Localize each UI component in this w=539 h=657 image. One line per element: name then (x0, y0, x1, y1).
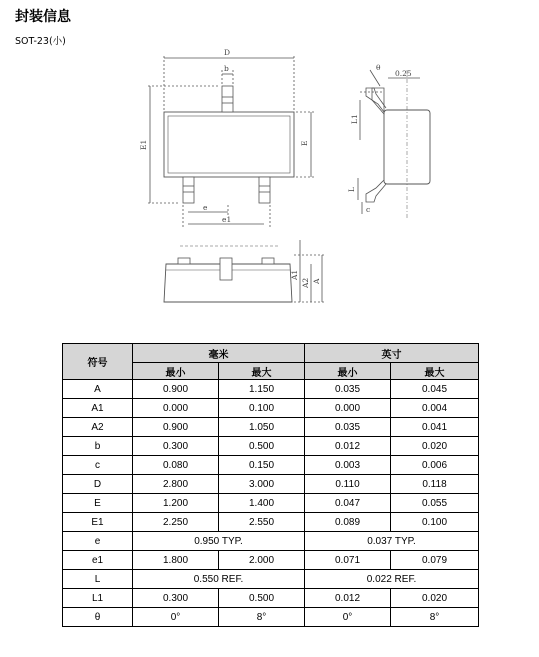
header-inch: 英寸 (305, 344, 479, 363)
cell-in-max: 0.045 (391, 380, 479, 399)
cell-mm-min: 0.900 (133, 418, 219, 437)
header-mm-max: 最大 (219, 363, 305, 380)
header-mm: 毫米 (133, 344, 305, 363)
cell-mm-max: 0.500 (219, 437, 305, 456)
top-view (148, 55, 314, 228)
table-row (63, 456, 479, 475)
table-row (63, 494, 479, 513)
label-theta: θ (376, 63, 381, 72)
cell-mm-max: 0.100 (219, 399, 305, 418)
cell-in-min: 0.110 (305, 475, 391, 494)
cell-symbol: A (63, 380, 133, 399)
cell-mm-min: 0.080 (133, 456, 219, 475)
table-row (63, 418, 479, 437)
label-L1: L1 (350, 114, 359, 124)
label-D: D (224, 48, 231, 57)
table-row (63, 608, 479, 627)
cell-symbol: A2 (63, 418, 133, 437)
cell-mm-max: 3.000 (219, 475, 305, 494)
cell-mm-max: 0.150 (219, 456, 305, 475)
section-title: 封装信息 (15, 9, 71, 25)
cell-mm-max: 1.150 (219, 380, 305, 399)
cell-in-min: 0.012 (305, 437, 391, 456)
label-L: L (347, 187, 356, 192)
table-row (63, 532, 479, 551)
cell-in-max: 0.118 (391, 475, 479, 494)
label-A1: A1 (290, 269, 299, 280)
cell-mm-max: 8° (219, 608, 305, 627)
table-row (63, 551, 479, 570)
cell-in-max: 8° (391, 608, 479, 627)
label-A: A (312, 278, 321, 284)
cell-symbol: e1 (63, 551, 133, 570)
cell-mm-min: 2.800 (133, 475, 219, 494)
table-row (63, 513, 479, 532)
table-row (63, 380, 479, 399)
cell-in-typ: 0.037 TYP. (305, 532, 479, 551)
label-e: e (203, 203, 208, 212)
table-row (63, 437, 479, 456)
front-view (164, 240, 324, 302)
header-inch-min: 最小 (305, 363, 391, 380)
table-row (63, 570, 479, 589)
cell-in-min: 0.012 (305, 589, 391, 608)
cell-in-max: 0.079 (391, 551, 479, 570)
cell-in-min: 0.035 (305, 380, 391, 399)
label-c-value: 0.25 (395, 69, 412, 78)
cell-mm-max: 1.050 (219, 418, 305, 437)
dimension-table (62, 343, 479, 627)
cell-in-min: 0.003 (305, 456, 391, 475)
cell-mm-min: 1.800 (133, 551, 219, 570)
cell-in-max: 0.041 (391, 418, 479, 437)
table-row (63, 475, 479, 494)
cell-mm-typ: 0.550 REF. (133, 570, 305, 589)
cell-symbol: A1 (63, 399, 133, 418)
cell-mm-min: 1.200 (133, 494, 219, 513)
cell-in-max: 0.006 (391, 456, 479, 475)
cell-mm-min: 0° (133, 608, 219, 627)
cell-symbol: θ (63, 608, 133, 627)
cell-in-max: 0.055 (391, 494, 479, 513)
cell-symbol: L (63, 570, 133, 589)
cell-in-min: 0.089 (305, 513, 391, 532)
header-inch-max: 最大 (391, 363, 479, 380)
cell-mm-min: 2.250 (133, 513, 219, 532)
label-c: c (366, 205, 371, 214)
cell-symbol: E (63, 494, 133, 513)
cell-in-typ: 0.022 REF. (305, 570, 479, 589)
label-E: E (300, 140, 309, 146)
cell-symbol: L1 (63, 589, 133, 608)
cell-in-max: 0.020 (391, 589, 479, 608)
label-A2: A2 (301, 277, 310, 288)
label-e1: e1 (222, 215, 232, 224)
cell-in-min: 0° (305, 608, 391, 627)
cell-mm-min: 0.900 (133, 380, 219, 399)
table-row (63, 399, 479, 418)
label-b: b (224, 64, 229, 73)
cell-in-min: 0.035 (305, 418, 391, 437)
cell-mm-min: 0.300 (133, 589, 219, 608)
side-view (358, 70, 430, 220)
table-row (63, 589, 479, 608)
cell-in-max: 0.004 (391, 399, 479, 418)
cell-mm-max: 1.400 (219, 494, 305, 513)
cell-symbol: b (63, 437, 133, 456)
cell-symbol: e (63, 532, 133, 551)
cell-in-min: 0.000 (305, 399, 391, 418)
label-E1: E1 (139, 139, 148, 150)
cell-symbol: c (63, 456, 133, 475)
cell-in-max: 0.100 (391, 513, 479, 532)
cell-mm-max: 2.550 (219, 513, 305, 532)
cell-mm-typ: 0.950 TYP. (133, 532, 305, 551)
cell-symbol: E1 (63, 513, 133, 532)
cell-in-min: 0.071 (305, 551, 391, 570)
cell-mm-min: 0.300 (133, 437, 219, 456)
cell-mm-max: 0.500 (219, 589, 305, 608)
package-name: SOT-23(小) (15, 36, 66, 47)
cell-mm-max: 2.000 (219, 551, 305, 570)
cell-in-max: 0.020 (391, 437, 479, 456)
cell-in-min: 0.047 (305, 494, 391, 513)
header-mm-min: 最小 (133, 363, 219, 380)
header-symbol: 符号 (63, 344, 133, 380)
cell-symbol: D (63, 475, 133, 494)
cell-mm-min: 0.000 (133, 399, 219, 418)
